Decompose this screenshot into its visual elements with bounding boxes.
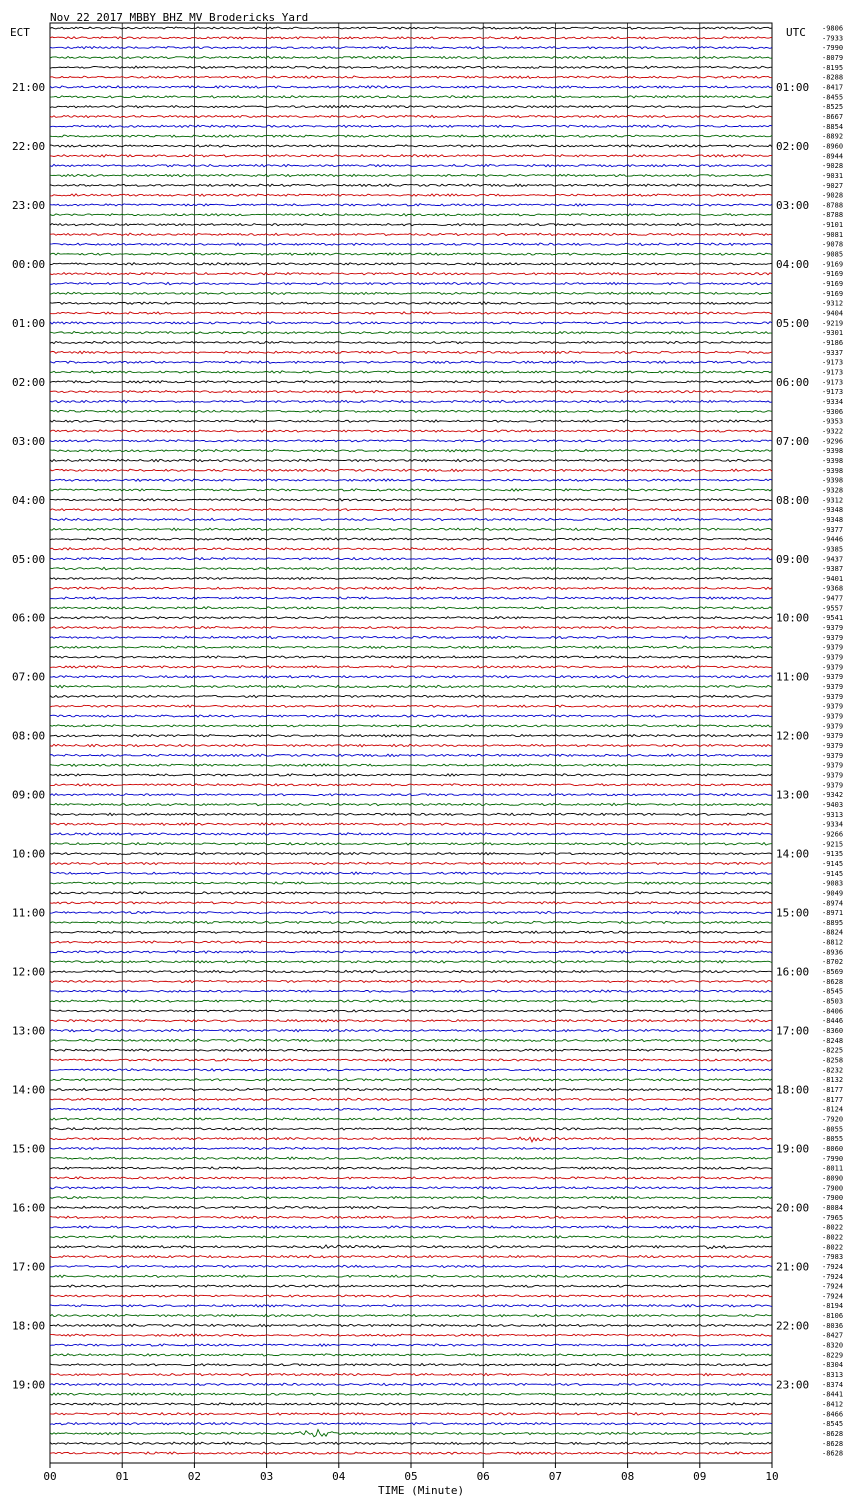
- trace-offset-label: -8545: [822, 1420, 844, 1429]
- trace-offset-label: -8455: [822, 93, 844, 102]
- trace-offset-label: -9085: [822, 250, 844, 259]
- trace-offset-label: -9348: [822, 515, 844, 524]
- trace-offset-label: -9301: [822, 329, 844, 338]
- trace-offset-label: -9173: [822, 368, 844, 377]
- trace-offset-labels: [822, 25, 843, 1458]
- left-hour-label: 05:00: [12, 552, 46, 566]
- trace-offset-label: -8895: [822, 918, 844, 927]
- trace-offset-label: -9353: [822, 417, 844, 426]
- right-hour-label: 15:00: [776, 906, 810, 920]
- left-hour-label: 22:00: [12, 139, 46, 153]
- left-hour-label: 00:00: [12, 257, 46, 271]
- left-hour-label: 14:00: [12, 1083, 46, 1097]
- trace-offset-label: -9401: [822, 574, 844, 583]
- left-hour-label: 12:00: [12, 965, 46, 979]
- trace-offset-label: -9031: [822, 171, 844, 180]
- trace-offset-label: -8055: [822, 1125, 844, 1134]
- trace-offset-label: -9379: [822, 771, 844, 780]
- right-hour-label: 12:00: [776, 729, 810, 743]
- right-hour-label: 19:00: [776, 1142, 810, 1156]
- trace-offset-label: -9169: [822, 270, 844, 279]
- trace-offset-label: -9385: [822, 545, 844, 554]
- trace-offset-label: -9379: [822, 683, 844, 692]
- trace-offset-label: -8525: [822, 103, 844, 112]
- trace-offset-label: -8788: [822, 201, 844, 210]
- right-hour-label: 11:00: [776, 670, 810, 684]
- trace-offset-label: -8628: [822, 1430, 844, 1439]
- trace-offset-label: -9446: [822, 535, 844, 544]
- trace-offset-label: -9387: [822, 565, 844, 574]
- trace-offset-label: -9806: [822, 24, 844, 33]
- trace-offset-label: -8466: [822, 1410, 844, 1419]
- trace-offset-label: -8360: [822, 1027, 844, 1036]
- trace-offset-label: -8702: [822, 958, 844, 967]
- trace-offset-label: -8892: [822, 132, 844, 141]
- trace-offset-label: -8288: [822, 73, 844, 82]
- trace-offset-label: -9379: [822, 722, 844, 731]
- trace-offset-label: -9337: [822, 348, 844, 357]
- trace-offset-label: -8788: [822, 211, 844, 220]
- trace-offset-label: -9398: [822, 476, 844, 485]
- trace-offset-label: -9398: [822, 466, 844, 475]
- trace-offset-label: -8022: [822, 1223, 844, 1232]
- left-hour-label: 04:00: [12, 493, 46, 507]
- right-hour-label: 01:00: [776, 80, 810, 94]
- left-hour-label: 01:00: [12, 316, 46, 330]
- x-tick-label: 05: [404, 1470, 418, 1483]
- trace-offset-label: -7983: [822, 1253, 844, 1262]
- trace-offset-label: -9348: [822, 506, 844, 515]
- trace-offset-label: -9477: [822, 594, 844, 603]
- x-tick-label: 10: [765, 1470, 779, 1483]
- trace-offset-label: -8441: [822, 1390, 844, 1399]
- trace-offset-label: -9145: [822, 869, 844, 878]
- trace-offset-label: -9404: [822, 309, 844, 318]
- trace-offset-label: -9541: [822, 614, 844, 623]
- trace-offset-label: -8313: [822, 1371, 844, 1380]
- trace-offset-label: -9145: [822, 859, 844, 868]
- left-hour-label: 18:00: [12, 1319, 46, 1333]
- trace-offset-label: -8304: [822, 1361, 844, 1370]
- trace-offset-label: -9437: [822, 555, 844, 564]
- trace-offset-label: -8545: [822, 987, 844, 996]
- trace-offset-label: -8090: [822, 1174, 844, 1183]
- trace-offset-label: -9379: [822, 702, 844, 711]
- trace-offset-label: -9173: [822, 378, 844, 387]
- trace-offset-label: -8628: [822, 1449, 844, 1458]
- trace-offset-label: -8406: [822, 1007, 844, 1016]
- trace-offset-label: -9379: [822, 742, 844, 750]
- trace-offset-label: -9379: [822, 781, 844, 790]
- trace-offset-label: -9379: [822, 761, 844, 770]
- trace-offset-label: -9379: [822, 663, 844, 672]
- trace-offset-label: -8177: [822, 1086, 844, 1095]
- trace-offset-label: -9334: [822, 820, 844, 829]
- trace-offset-label: -8036: [822, 1321, 844, 1330]
- trace-offset-label: -9403: [822, 800, 844, 809]
- right-hour-label: 04:00: [776, 257, 810, 271]
- trace-offset-label: -8022: [822, 1233, 844, 1242]
- left-hour-labels: [12, 81, 45, 1391]
- left-hour-label: 11:00: [12, 906, 46, 920]
- trace-offset-label: -8022: [822, 1243, 844, 1252]
- trace-offset-label: -7990: [822, 1154, 844, 1163]
- trace-offset-label: -9398: [822, 456, 844, 465]
- right-hour-label: 17:00: [776, 1024, 810, 1038]
- left-hour-label: 21:00: [12, 80, 46, 94]
- trace-offset-label: -7924: [822, 1272, 844, 1281]
- right-hour-label: 07:00: [776, 434, 810, 448]
- trace-offset-label: -9322: [822, 427, 844, 436]
- trace-offset-label: -8060: [822, 1144, 844, 1153]
- trace-offset-label: -9313: [822, 810, 844, 819]
- right-hour-label: 05:00: [776, 316, 810, 330]
- trace-offset-label: -9334: [822, 397, 844, 406]
- trace-offset-label: -8248: [822, 1036, 844, 1045]
- right-hour-label: 16:00: [776, 965, 810, 979]
- trace-offset-label: -8132: [822, 1076, 844, 1085]
- trace-offset-label: -9342: [822, 791, 844, 800]
- trace-offset-label: -8232: [822, 1066, 844, 1075]
- trace-offset-label: -9169: [822, 280, 844, 289]
- x-tick-label: 03: [259, 1470, 274, 1483]
- left-hour-label: 09:00: [12, 788, 46, 802]
- trace-offset-label: -8195: [822, 63, 844, 72]
- left-hour-label: 19:00: [12, 1378, 46, 1392]
- right-hour-label: 08:00: [776, 493, 810, 507]
- trace-offset-label: -7965: [822, 1213, 844, 1222]
- trace-offset-label: -8225: [822, 1046, 844, 1055]
- trace-offset-label: -8320: [822, 1341, 844, 1350]
- trace-offset-label: -9169: [822, 289, 844, 298]
- trace-offset-label: -8374: [822, 1380, 844, 1389]
- trace-offset-label: -9379: [822, 643, 844, 652]
- trace-offset-label: -8412: [822, 1400, 844, 1409]
- trace-offset-label: -8628: [822, 977, 844, 986]
- trace-offset-label: -8258: [822, 1056, 844, 1065]
- x-tick-label: 06: [476, 1470, 490, 1483]
- trace-offset-label: -8854: [822, 122, 844, 131]
- trace-offset-label: -9296: [822, 437, 844, 446]
- left-hour-label: 23:00: [12, 198, 46, 212]
- trace-offset-label: -9219: [822, 319, 844, 328]
- right-hour-label: 21:00: [776, 1260, 810, 1274]
- trace-offset-label: -7900: [822, 1194, 844, 1203]
- left-timezone-label: ECT: [10, 26, 30, 39]
- right-hour-label: 22:00: [776, 1319, 810, 1333]
- trace-offset-label: -8055: [822, 1135, 844, 1144]
- trace-offset-label: -7924: [822, 1282, 844, 1291]
- trace-offset-label: -8667: [822, 112, 844, 121]
- trace-offset-label: -8177: [822, 1095, 844, 1104]
- right-hour-label: 10:00: [776, 611, 810, 625]
- trace-offset-label: -9186: [822, 339, 844, 348]
- trace-offset-label: -9379: [822, 653, 844, 662]
- trace-offset-label: -8446: [822, 1017, 844, 1026]
- trace-offset-label: -9379: [822, 673, 844, 682]
- right-hour-label: 23:00: [776, 1378, 810, 1392]
- trace-offset-label: -9306: [822, 407, 844, 416]
- right-hour-label: 13:00: [776, 788, 810, 802]
- trace-offset-label: -9379: [822, 692, 844, 701]
- x-tick-label: 01: [115, 1470, 129, 1483]
- trace-offset-label: -8569: [822, 968, 844, 977]
- left-hour-label: 16:00: [12, 1201, 46, 1215]
- trace-offset-label: -7920: [822, 1115, 844, 1124]
- x-tick-label: 09: [693, 1470, 707, 1483]
- trace-offset-label: -9215: [822, 840, 844, 849]
- left-hour-label: 03:00: [12, 434, 46, 448]
- trace-offset-label: -8124: [822, 1105, 844, 1114]
- x-tick-label: 08: [620, 1470, 635, 1483]
- trace-offset-label: -7924: [822, 1292, 844, 1301]
- trace-offset-label: -9266: [822, 830, 844, 839]
- trace-offset-label: -9379: [822, 712, 844, 721]
- trace-offset-label: -8944: [822, 152, 844, 161]
- x-tick-label: 04: [332, 1470, 346, 1483]
- trace-offset-label: -7990: [822, 44, 844, 53]
- trace-offset-label: -9173: [822, 388, 844, 397]
- trace-offset-label: -9379: [822, 633, 844, 642]
- x-tick-label: 07: [548, 1470, 563, 1483]
- trace-offset-label: -9557: [822, 604, 844, 613]
- left-hour-label: 02:00: [12, 375, 46, 389]
- trace-offset-label: -9312: [822, 299, 844, 308]
- trace-offset-label: -8427: [822, 1331, 844, 1340]
- left-hour-label: 15:00: [12, 1142, 46, 1156]
- right-timezone-label: UTC: [786, 26, 806, 39]
- trace-offset-label: -9312: [822, 496, 844, 505]
- trace-offset-label: -9028: [822, 191, 844, 200]
- trace-offset-label: -9379: [822, 624, 844, 633]
- chart-title: Nov 22 2017 MBBY BHZ MV Brodericks Yard: [50, 11, 309, 24]
- right-hour-label: 09:00: [776, 552, 810, 566]
- trace-offset-label: -7924: [822, 1262, 844, 1271]
- trace-offset-label: -9173: [822, 358, 844, 367]
- trace-offset-label: -8079: [822, 53, 844, 62]
- trace-offset-label: -8936: [822, 948, 844, 957]
- trace-offset-label: -8812: [822, 938, 844, 947]
- trace-offset-label: -9083: [822, 879, 844, 888]
- left-hour-label: 17:00: [12, 1260, 46, 1274]
- right-hour-label: 02:00: [776, 139, 810, 153]
- trace-offset-label: -9377: [822, 525, 844, 534]
- trace-offset-label: -8628: [822, 1439, 844, 1448]
- x-tick-label: 02: [187, 1470, 202, 1483]
- left-hour-label: 07:00: [12, 670, 46, 684]
- trace-offset-label: -8084: [822, 1203, 844, 1212]
- trace-offset-label: -8229: [822, 1351, 844, 1360]
- trace-offset-label: -9368: [822, 584, 844, 593]
- trace-offset-label: -8106: [822, 1312, 844, 1321]
- left-hour-label: 06:00: [12, 611, 46, 625]
- trace-offset-label: -9398: [822, 447, 844, 456]
- left-hour-label: 08:00: [12, 729, 46, 743]
- right-hour-labels: [776, 81, 809, 1391]
- trace-offset-label: -9049: [822, 889, 844, 898]
- trace-offset-label: -9027: [822, 181, 844, 190]
- left-hour-label: 13:00: [12, 1024, 46, 1038]
- trace-offset-label: -9379: [822, 732, 844, 741]
- trace-offset-label: -9081: [822, 230, 844, 239]
- trace-offset-label: -9169: [822, 260, 844, 269]
- right-hour-label: 20:00: [776, 1201, 810, 1215]
- trace-offset-label: -9028: [822, 162, 844, 171]
- trace-offset-label: -8974: [822, 899, 844, 908]
- trace-offset-label: -8971: [822, 909, 844, 918]
- trace-offset-label: -8417: [822, 83, 844, 92]
- trace-offset-label: -7933: [822, 34, 844, 43]
- right-hour-label: 14:00: [776, 847, 810, 861]
- x-axis-label: TIME (Minute): [378, 1484, 465, 1497]
- trace-offset-label: -8503: [822, 997, 844, 1006]
- trace-offset-label: -8960: [822, 142, 844, 151]
- trace-offset-label: -9135: [822, 850, 844, 859]
- right-hour-label: 03:00: [776, 198, 810, 212]
- trace-offset-label: -8011: [822, 1164, 844, 1173]
- trace-offset-label: -8824: [822, 928, 844, 937]
- trace-offset-label: -9078: [822, 240, 844, 249]
- left-hour-label: 10:00: [12, 847, 46, 861]
- x-tick-label: 00: [43, 1470, 57, 1483]
- right-hour-label: 06:00: [776, 375, 810, 389]
- trace-offset-label: -9328: [822, 486, 844, 495]
- x-axis-ticks: [43, 1463, 778, 1483]
- trace-offset-label: -9379: [822, 751, 844, 760]
- right-hour-label: 18:00: [776, 1083, 810, 1097]
- trace-offset-label: -7900: [822, 1184, 844, 1193]
- trace-offset-label: -8194: [822, 1302, 844, 1311]
- trace-offset-label: -9101: [822, 221, 844, 230]
